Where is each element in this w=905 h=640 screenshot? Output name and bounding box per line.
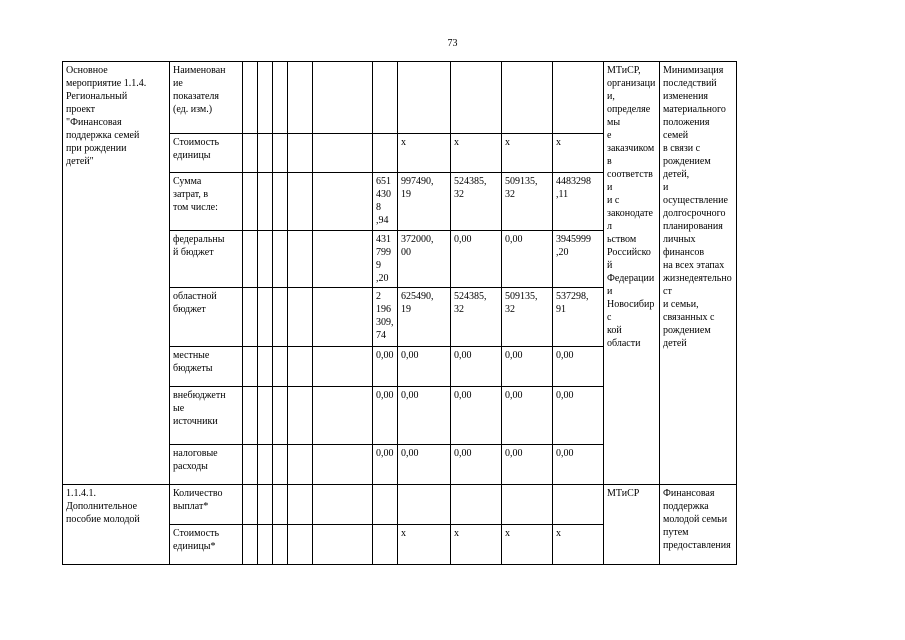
value-cell-text: 0,00	[454, 350, 472, 361]
executor-cell	[604, 62, 660, 485]
value-cell-text: 524385, 32	[454, 176, 487, 200]
empty-cell	[243, 62, 258, 134]
empty-cell	[258, 231, 273, 288]
empty-cell	[313, 347, 373, 387]
value-cell	[502, 288, 553, 347]
page-number: 73	[447, 38, 458, 49]
value-cell	[398, 387, 451, 445]
value-cell	[502, 231, 553, 288]
value-cell-text: 625490, 19	[401, 291, 434, 315]
empty-cell	[258, 525, 273, 565]
value-cell	[451, 173, 502, 231]
value-cell-text: 0,00	[556, 448, 574, 459]
value-cell	[373, 62, 398, 134]
value-cell-text: 2 196 309,74	[376, 291, 394, 341]
value-cell	[502, 525, 553, 565]
result-cell-text: Минимизация последствий изменения материального положения семей в связи с рождением детей, и осуществление долгосрочного планирования личных финансов на всех этапах жизнедеятельност и семьи, связанных с рождением детей	[663, 65, 732, 349]
indicator-label	[170, 288, 243, 347]
indicator-label-text: областной бюджет	[173, 291, 217, 315]
value-cell-text: x	[401, 528, 406, 539]
value-cell-text: 509135, 32	[505, 291, 538, 315]
empty-cell	[288, 525, 313, 565]
empty-cell	[273, 62, 288, 134]
empty-cell	[288, 62, 313, 134]
indicator-label	[170, 134, 243, 173]
empty-cell	[313, 387, 373, 445]
empty-cell	[258, 62, 273, 134]
indicator-label	[170, 231, 243, 288]
empty-cell	[288, 134, 313, 173]
value-cell	[502, 134, 553, 173]
value-cell-text: 0,00	[401, 390, 419, 401]
executor-cell-text: МТиСР, организации, определяемы е заказчиком в соответстви и с законодател ьством Российской Федерации и Новосибирс кой области	[607, 65, 656, 349]
table-row	[63, 485, 843, 525]
empty-cell	[258, 347, 273, 387]
empty-cell	[258, 445, 273, 485]
activity-cell-text: 1.1.4.1. Дополнительное пособие молодой	[66, 488, 140, 525]
empty-cell	[243, 288, 258, 347]
empty-cell	[288, 173, 313, 231]
value-cell	[553, 231, 604, 288]
value-cell-text: 509135, 32	[505, 176, 538, 200]
value-cell-text: 0,00	[401, 448, 419, 459]
value-cell-text: x	[401, 137, 406, 148]
empty-cell	[243, 173, 258, 231]
value-cell	[451, 525, 502, 565]
empty-cell	[258, 485, 273, 525]
value-cell	[553, 445, 604, 485]
value-cell	[553, 485, 604, 525]
empty-cell	[288, 288, 313, 347]
value-cell-text: 0,00	[376, 350, 394, 361]
value-cell	[502, 445, 553, 485]
value-cell	[451, 288, 502, 347]
value-cell	[373, 173, 398, 231]
value-cell-text: 6514308 ,94	[376, 176, 391, 226]
empty-cell	[273, 173, 288, 231]
empty-cell	[273, 134, 288, 173]
empty-cell	[273, 347, 288, 387]
value-cell-text: 372000, 00	[401, 234, 434, 258]
value-cell	[553, 525, 604, 565]
value-cell	[502, 62, 553, 134]
value-cell	[502, 347, 553, 387]
empty-cell	[258, 173, 273, 231]
executor-cell-text: МТиСР	[607, 488, 640, 499]
empty-cell	[243, 231, 258, 288]
value-cell	[373, 485, 398, 525]
value-cell	[553, 387, 604, 445]
indicator-label	[170, 485, 243, 525]
empty-cell	[313, 62, 373, 134]
indicator-label-text: внебюджетн ые источники	[173, 390, 226, 427]
executor-cell	[604, 485, 660, 565]
empty-cell	[258, 288, 273, 347]
empty-cell	[313, 134, 373, 173]
value-cell-text: 0,00	[454, 234, 472, 245]
indicator-label-text: Стоимость единицы	[173, 137, 220, 161]
empty-cell	[273, 288, 288, 347]
empty-cell	[313, 173, 373, 231]
empty-cell	[243, 525, 258, 565]
empty-cell	[288, 485, 313, 525]
result-cell	[660, 62, 737, 485]
empty-cell	[258, 134, 273, 173]
value-cell-text: 0,00	[376, 390, 394, 401]
empty-cell	[273, 485, 288, 525]
indicator-label-text: Сумма затрат, в том числе:	[173, 176, 218, 213]
value-cell	[373, 525, 398, 565]
empty-cell	[288, 231, 313, 288]
value-cell	[373, 134, 398, 173]
indicator-label-text: налоговые расходы	[173, 448, 218, 472]
value-cell-text: 0,00	[505, 448, 523, 459]
value-cell	[553, 62, 604, 134]
empty-cell	[258, 387, 273, 445]
activity-cell	[63, 62, 170, 485]
empty-cell	[313, 231, 373, 288]
program-table	[62, 61, 843, 565]
value-cell	[553, 134, 604, 173]
value-cell	[373, 387, 398, 445]
value-cell-text: 4483298 ,11	[556, 176, 591, 200]
result-cell-text: Финансовая поддержка молодой семьи путем предоставления	[663, 488, 731, 551]
value-cell-text: 524385, 32	[454, 291, 487, 315]
value-cell-text: 0,00	[556, 350, 574, 361]
value-cell	[553, 288, 604, 347]
value-cell-text: 0,00	[505, 390, 523, 401]
empty-cell	[243, 134, 258, 173]
value-cell	[553, 173, 604, 231]
value-cell-text: x	[454, 137, 459, 148]
activity-cell	[63, 485, 170, 565]
empty-cell	[288, 445, 313, 485]
indicator-label-text: Стоимость единицы*	[173, 528, 220, 552]
empty-cell	[313, 445, 373, 485]
value-cell	[502, 173, 553, 231]
indicator-label	[170, 173, 243, 231]
value-cell-text: x	[454, 528, 459, 539]
indicator-label	[170, 62, 243, 134]
value-cell	[398, 62, 451, 134]
value-cell	[451, 62, 502, 134]
indicator-label-text: Количество выплат*	[173, 488, 223, 512]
indicator-label	[170, 525, 243, 565]
value-cell-text: 0,00	[556, 390, 574, 401]
indicator-label-text: местные бюджеты	[173, 350, 213, 374]
value-cell	[451, 485, 502, 525]
activity-cell-text: Основное мероприятие 1.1.4. Региональный проект "Финансовая поддержка семей при рождении детей"	[66, 65, 147, 167]
value-cell	[398, 173, 451, 231]
indicator-label-text: Наименован ие показателя (ед. изм.)	[173, 65, 226, 115]
indicator-label	[170, 445, 243, 485]
value-cell	[373, 231, 398, 288]
value-cell-text: 0,00	[454, 390, 472, 401]
value-cell	[398, 445, 451, 485]
value-cell-text: x	[556, 528, 561, 539]
empty-cell	[313, 485, 373, 525]
value-cell	[398, 485, 451, 525]
empty-cell	[243, 485, 258, 525]
indicator-label-text: федеральны й бюджет	[173, 234, 225, 258]
value-cell-text: 4317999 ,20	[376, 234, 391, 284]
empty-cell	[243, 347, 258, 387]
value-cell-text: 537298, 91	[556, 291, 589, 315]
table-row	[63, 62, 843, 134]
value-cell-text: 0,00	[401, 350, 419, 361]
value-cell	[553, 347, 604, 387]
empty-cell	[243, 445, 258, 485]
empty-cell	[243, 387, 258, 445]
value-cell-text: 0,00	[505, 234, 523, 245]
indicator-label	[170, 347, 243, 387]
value-cell	[373, 445, 398, 485]
empty-cell	[313, 525, 373, 565]
value-cell-text: x	[505, 137, 510, 148]
value-cell-text: x	[505, 528, 510, 539]
value-cell-text: 0,00	[376, 448, 394, 459]
value-cell	[451, 387, 502, 445]
value-cell	[398, 525, 451, 565]
value-cell	[451, 134, 502, 173]
value-cell-text: 0,00	[505, 350, 523, 361]
indicator-label	[170, 387, 243, 445]
value-cell	[373, 288, 398, 347]
value-cell	[502, 387, 553, 445]
value-cell	[451, 445, 502, 485]
empty-cell	[273, 525, 288, 565]
empty-cell	[313, 288, 373, 347]
empty-cell	[288, 387, 313, 445]
empty-cell	[273, 445, 288, 485]
value-cell	[451, 231, 502, 288]
value-cell-text: 0,00	[454, 448, 472, 459]
result-cell	[660, 485, 737, 565]
empty-cell	[273, 387, 288, 445]
value-cell	[398, 347, 451, 387]
value-cell	[398, 288, 451, 347]
value-cell-text: 3945999 ,20	[556, 234, 591, 258]
value-cell-text: 997490, 19	[401, 176, 434, 200]
value-cell	[451, 347, 502, 387]
value-cell	[502, 485, 553, 525]
value-cell	[398, 134, 451, 173]
value-cell-text: x	[556, 137, 561, 148]
empty-cell	[273, 231, 288, 288]
value-cell	[398, 231, 451, 288]
empty-cell	[288, 347, 313, 387]
value-cell	[373, 347, 398, 387]
